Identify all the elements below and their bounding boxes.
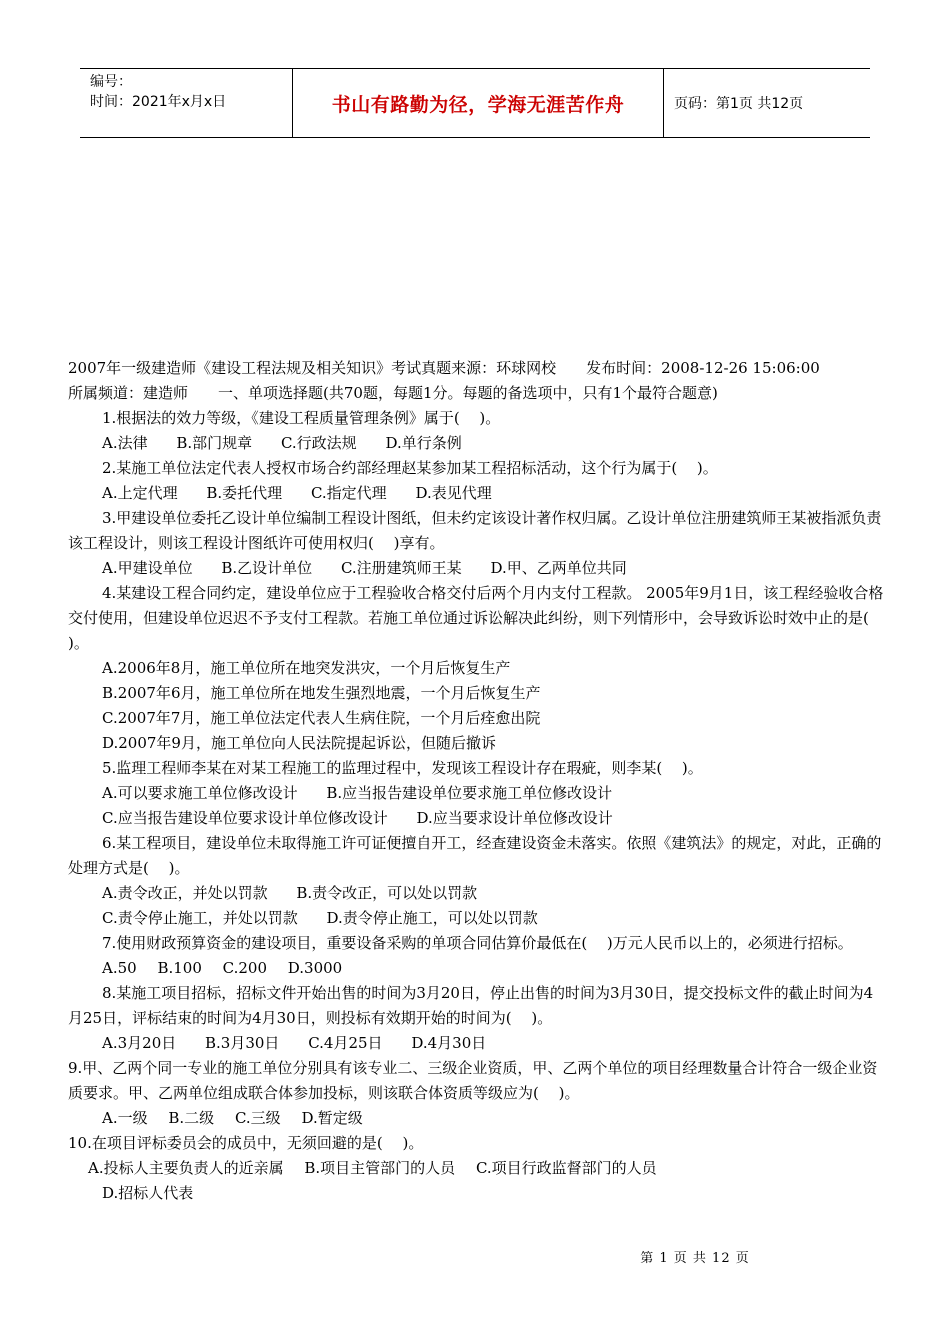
option: A.一级 [102, 1109, 148, 1127]
question-options [68, 806, 884, 831]
option: C.项目行政监督部门的人员 [475, 1159, 657, 1177]
question-options [68, 906, 884, 931]
question-stem: 10.在项目评标委员会的成员中，无须回避的是( )。 [68, 1134, 424, 1152]
intro-line: 2007年一级建造师《建设工程法规及相关知识》考试真题来源：环球网校 发布时间：2008-12-26 15:06:00 [68, 359, 820, 377]
option: B.100 [157, 959, 202, 977]
option: B.3月30日 [205, 1034, 280, 1052]
option: C.行政法规 [280, 434, 357, 452]
page-header [80, 68, 870, 138]
motto: 书山有路勤为径，学海无涯苦作舟 [292, 69, 664, 137]
option: A.投标人主要负责人的近亲属 [88, 1159, 284, 1177]
number-label: 编号： [90, 74, 132, 90]
date-label: 时间：2021年x月x日 [90, 94, 227, 110]
option: D.2007年9月，施工单位向人民法院提起诉讼，但随后撤诉 [102, 734, 496, 752]
option: C.责令停止施工，并处以罚款 [102, 909, 298, 927]
header-meta [80, 69, 292, 137]
question-options [68, 556, 884, 581]
option: C.指定代理 [310, 484, 387, 502]
page-label: 页码：第1页 共12页 [674, 96, 804, 112]
question-stem: 9.甲、乙两个同一专业的施工单位分别具有该专业二、三级企业资质，甲、乙两个单位的项目经理数量合计符合一级企业资质要求。甲、乙两单位组成联合体参加投标，则该联合体资质等级应为( )。 [68, 1059, 878, 1102]
question-stem: 7.使用财政预算资金的建设项目，重要设备采购的单项合同估算价最低在( )万元人民币以上的，必须进行招标。 [102, 934, 853, 952]
option: D.单行条例 [385, 434, 462, 452]
option: C.4月25日 [308, 1034, 383, 1052]
question-options [68, 781, 884, 806]
option: B.应当报告建设单位要求施工单位修改设计 [326, 784, 613, 802]
option: B.委托代理 [206, 484, 283, 502]
option: A.甲建设单位 [102, 559, 193, 577]
question-options [68, 956, 884, 981]
option: B.部门规章 [176, 434, 253, 452]
question-options [68, 431, 884, 456]
question-stem: 2.某施工单位法定代表人授权市场合约部经理赵某参加某工程招标活动，这个行为属于( )。 [102, 459, 718, 477]
option: B.项目主管部门的人员 [304, 1159, 456, 1177]
question-options [68, 1031, 884, 1056]
option: D.责令停止施工，可以处以罚款 [326, 909, 538, 927]
page-footer [0, 1247, 950, 1266]
document-body [68, 356, 889, 1206]
option: D.甲、乙两单位共同 [490, 559, 627, 577]
option: A.50 [102, 959, 137, 977]
option: D.应当要求设计单位修改设计 [416, 809, 613, 827]
question-stem: 3.甲建设单位委托乙设计单位编制工程设计图纸，但未约定该设计著作权归属。乙设计单位注册建筑师王某被指派负责该工程设计，则该工程设计图纸许可使用权归( )享有。 [68, 509, 882, 552]
option: B.责令改正，可以处以罚款 [296, 884, 478, 902]
option: C.三级 [234, 1109, 281, 1127]
option: A.法律 [102, 434, 148, 452]
intro-line: 所属频道：建造师 一、单项选择题(共70题，每题1分。每题的备选项中，只有1个最符合题意) [68, 384, 718, 402]
option: D.3000 [287, 959, 343, 977]
question-stem: 8.某施工项目招标，招标文件开始出售的时间为3月20日，停止出售的时间为3月30日，提交投标文件的截止时间为4月25日，评标结束的时间为4月30日，则投标有效期开始的时间为( )。 [68, 984, 874, 1027]
option: D.暂定级 [301, 1109, 363, 1127]
option: A.上定代理 [102, 484, 178, 502]
question-stem: 5.监理工程师李某在对某工程施工的监理过程中，发现该工程设计存在瑕疵，则李某( )。 [102, 759, 703, 777]
option: A.2006年8月，施工单位所在地突发洪灾，一个月后恢复生产 [102, 659, 511, 677]
question-options [68, 481, 884, 506]
question-options [68, 881, 884, 906]
option: A.可以要求施工单位修改设计 [102, 784, 298, 802]
question-stem: 6.某工程项目，建设单位未取得施工许可证便擅自开工，经查建设资金未落实。依照《建筑法》的规定，对此，正确的处理方式是( )。 [68, 834, 882, 877]
option: D.招标人代表 [102, 1184, 194, 1202]
question-stem: 1.根据法的效力等级，《建设工程质量管理条例》属于( )。 [102, 409, 501, 427]
option: B.乙设计单位 [221, 559, 313, 577]
option: C.应当报告建设单位要求设计单位修改设计 [102, 809, 388, 827]
option: A.3月20日 [102, 1034, 177, 1052]
question-stem: 4.某建设工程合同约定，建设单位应于工程验收合格交付后两个月内支付工程款。 2005年9月1日，该工程经验收合格交付使用，但建设单位迟迟不予支付工程款。若施工单位通过诉讼解决此纠纷，则下列情形中，会导致诉讼时效中止的是( )。 [68, 584, 889, 652]
option: A.责令改正，并处以罚款 [102, 884, 268, 902]
footer-page-number: 第 1 页 共 12 页 [640, 1251, 750, 1266]
option: D.表见代理 [415, 484, 492, 502]
question-options [68, 1106, 884, 1131]
option: C.200 [222, 959, 268, 977]
option: B.2007年6月，施工单位所在地发生强烈地震，一个月后恢复生产 [102, 684, 541, 702]
option: B.二级 [168, 1109, 215, 1127]
question-options [68, 1156, 884, 1181]
option: C.2007年7月，施工单位法定代表人生病住院，一个月后痊愈出院 [102, 709, 541, 727]
option: C.注册建筑师王某 [340, 559, 462, 577]
option: D.4月30日 [411, 1034, 487, 1052]
